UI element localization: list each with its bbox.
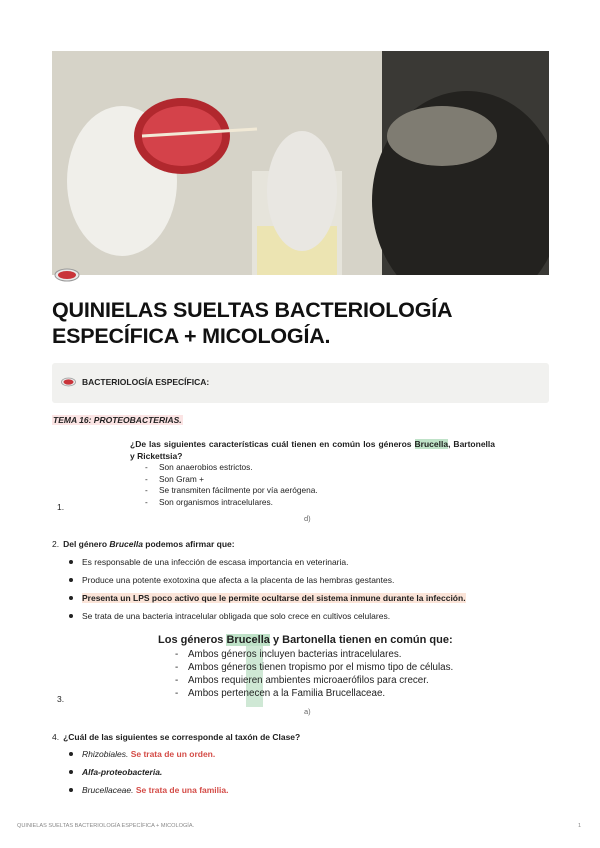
option: - Ambos requieren ambientes microaerófilos para crecer. [175, 674, 453, 687]
question-2-options [68, 553, 466, 625]
option-correct [68, 589, 466, 607]
question-1-stem [130, 438, 495, 462]
option: - Se transmiten fácilmente por vía aerógena. [143, 485, 318, 497]
stem-text: , Bartonella y Rickettsia? [130, 439, 495, 461]
question-3-options [175, 648, 453, 700]
option: Produce una potente exotoxina que afecta a la placenta de las hembras gestantes. [68, 571, 466, 589]
callout-text: BACTERIOLOGÍA ESPECÍFICA: [82, 377, 210, 387]
highlight: Brucella [226, 634, 270, 646]
question-number: 1. [57, 502, 65, 512]
option: Se trata de una bacteria intracelular obligada que solo crece en cultivos celulares. [68, 607, 466, 625]
option: - Ambos pertenecen a la Familia Brucellaceae. [175, 687, 453, 700]
title-line-2: ESPECÍFICA + MICOLOGÍA. [52, 324, 331, 348]
option-text: Rhizobiales. [82, 749, 129, 759]
stem-text: Del género [63, 539, 110, 549]
section-heading: TEMA 16: PROTEOBACTERIAS. [53, 415, 182, 425]
option: - Son Gram + [143, 474, 318, 486]
option: - Son anaerobios estrictos. [143, 462, 318, 474]
answer: d) [304, 514, 311, 523]
question-number: 4. [52, 732, 60, 742]
page-title [52, 297, 552, 349]
callout [52, 363, 549, 403]
option-text: Alfa-proteobacteria. [82, 767, 163, 777]
cover-image [52, 51, 549, 275]
page-number: 1 [578, 823, 582, 829]
stem-text: Los géneros [158, 634, 227, 646]
footer-title: QUINIELAS SUELTAS BACTERIOLOGÍA ESPECÍFICA + MICOLOGÍA. [17, 823, 195, 829]
option-note: Se trata de un orden. [130, 749, 216, 759]
question-number: 3. [57, 694, 65, 704]
option [68, 745, 228, 763]
title-line-1: QUINIELAS SUELTAS BACTERIOLOGÍA [52, 298, 453, 322]
stem-text: y Bartonella tienen en común que: [269, 634, 453, 646]
option: - Son organismos intracelulares. [143, 497, 318, 509]
question-4-options [68, 745, 228, 799]
option-text: Brucellaceae. [82, 785, 134, 795]
question-1-options [143, 462, 318, 508]
question-3-stem [158, 634, 453, 646]
stem-italic: Brucella [109, 539, 143, 549]
highlight: Brucella [414, 439, 449, 449]
option: - Ambos géneros incluyen bacterias intracelulares. [175, 648, 453, 661]
stem-text: ¿Cuál de las siguientes se corresponde al taxón de Clase? [63, 732, 301, 742]
question-2-stem [52, 539, 235, 549]
correct-text: Presenta un LPS poco activo que le permite ocultarse del sistema inmune durante la infección. [82, 593, 466, 603]
question-4-stem [52, 732, 300, 742]
option [68, 781, 228, 799]
stem-text: podemos afirmar que: [142, 539, 235, 549]
option-correct [68, 763, 228, 781]
answer: a) [304, 707, 311, 716]
option-note: Se trata de una familia. [135, 785, 229, 795]
option: - Ambos géneros tienen tropismo por el mismo tipo de células. [175, 661, 453, 674]
petri-dish-icon [54, 268, 80, 282]
option: Es responsable de una infección de escasa importancia en veterinaria. [68, 553, 466, 571]
petri-dish-icon [61, 377, 76, 387]
stem-text: ¿De las siguientes características cuál tienen en común los géneros [130, 439, 415, 449]
question-number: 2. [52, 539, 60, 549]
